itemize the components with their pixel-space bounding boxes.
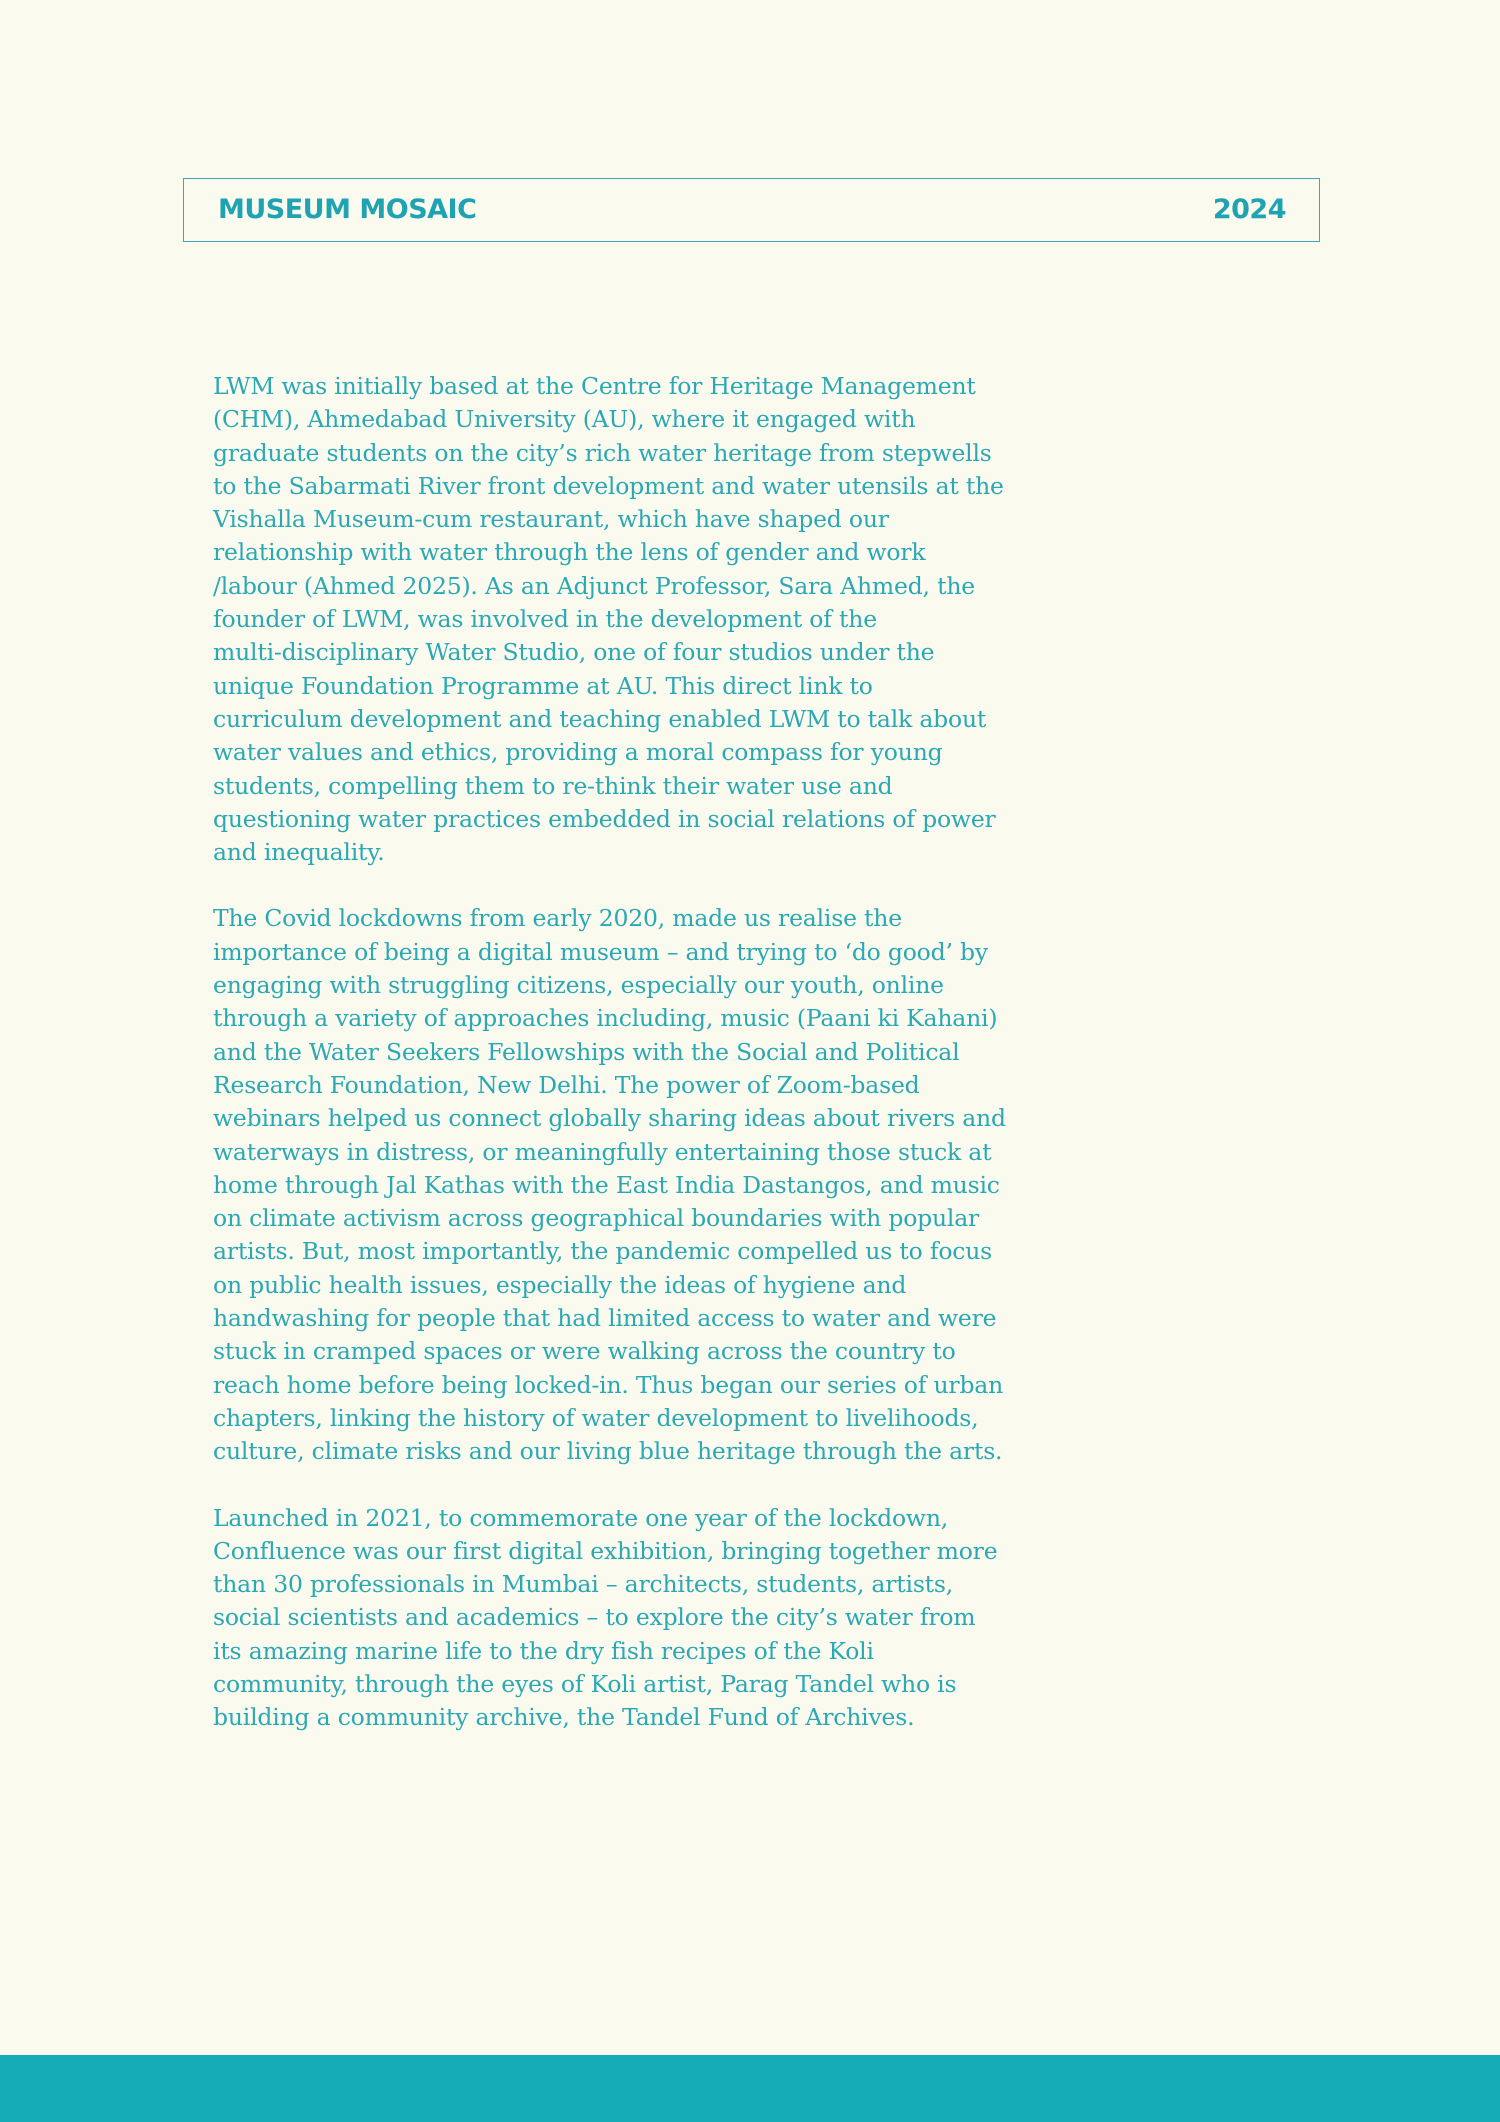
article-body	[213, 370, 1083, 1768]
paragraph-3: Launched in 2021, to commemorate one year of the lockdown, Confluence was our first digital exhibition, bringing together more than 30 professionals in Mumbai – architects, students, artists, social scientists and academics – to explore the city’s water from its amazing marine life to the dry fish recipes of the Koli community, through the eyes of Koli artist, Parag Tandel who is building a community archive, the Tandel Fund of Archives.	[213, 1503, 998, 1732]
publication-title: MUSEUM MOSAIC	[218, 194, 477, 225]
footer-bar	[0, 2055, 1500, 2122]
publication-year: 2024	[1212, 194, 1286, 225]
paragraph-2: The Covid lockdowns from early 2020, made us realise the importance of being a digital museum – and trying to ‘do good’ by engaging with struggling citizens, especially our youth, online through a variety of approaches including, music (Paani ki Kahani) and the Water Seekers Fellowships with the Social and Political Research Foundation, New Delhi. The power of Zoom-based webinars helped us connect globally sharing ideas about rivers and waterways in distress, or meaningfully entertaining those stuck at home through Jal Kathas with the East India Dastangos, and music on climate activism across geographical boundaries with popular artists. But, most importantly, the pandemic compelled us to focus on public health issues, especially the ideas of hygiene and handwashing for people that had limited access to water and were stuck in cramped spaces or were walking across the country to reach home before being locked-in. Thus began our series of urban chapters, linking the history of water development to livelihoods, culture, climate risks and our living blue heritage through the arts.	[213, 904, 1006, 1466]
paragraph-1: LWM was initially based at the Centre for Heritage Management (CHM), Ahmedabad University (AU), where it engaged with graduate students on the city’s rich water heritage from stepwells to the Sabarmati River front development and water utensils at the Vishalla Museum-cum restaurant, which have shaped our relationship with water through the lens of gender and work /labour (Ahmed 2025). As an Adjunct Professor, Sara Ahmed, the founder of LWM, was involved in the development of the multi-disciplinary Water Studio, one of four studios under the unique Foundation Programme at AU. This direct link to curriculum development and teaching enabled LWM to talk about water values and ethics, providing a moral compass for young students, compelling them to re-think their water use and questioning water practices embedded in social relations of power and inequality.	[213, 372, 1004, 867]
header-box	[183, 178, 1320, 242]
